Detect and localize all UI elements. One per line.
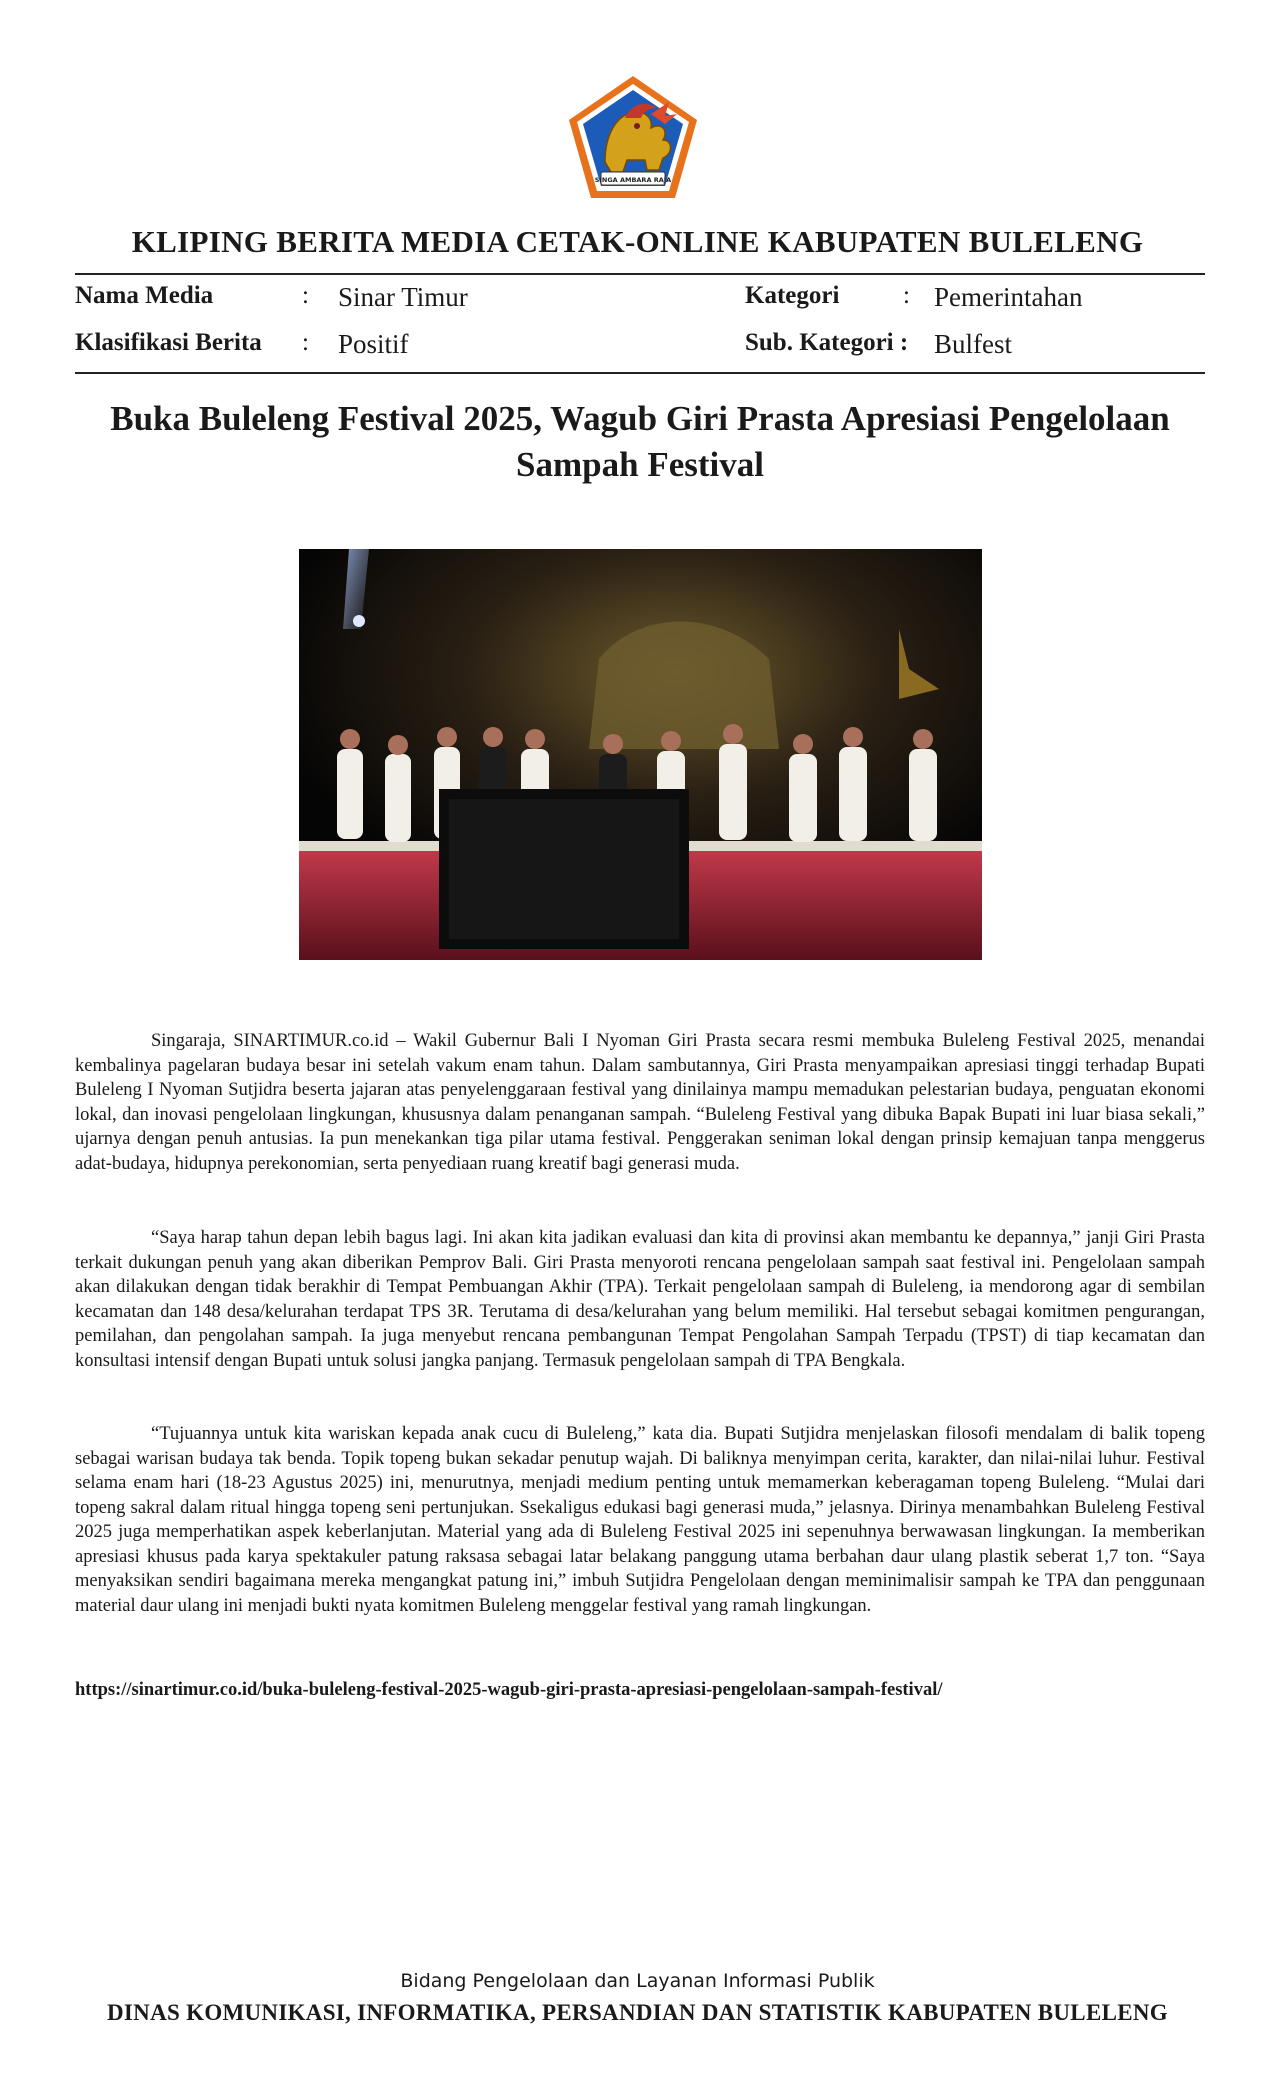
kategori-value: Pemerintahan (934, 282, 1083, 312)
festival-photo (299, 549, 982, 960)
media-value: Sinar Timur (338, 282, 468, 312)
logo-motto: SINGA AMBARA RAJA (594, 176, 672, 184)
header-rule-top (75, 273, 1205, 275)
kategori-label: Kategori (745, 282, 840, 309)
media-label: Nama Media (75, 282, 214, 309)
klasifikasi-value: Positif (338, 329, 409, 359)
subkategori-label: Sub. Kategori : (745, 329, 909, 356)
buleleng-emblem-logo (565, 74, 701, 202)
footer-agency: DINAS KOMUNIKASI, INFORMATIKA, PERSANDIAN DAN STATISTIK KABUPATEN BULELENG (107, 2000, 1168, 2025)
article-paragraph-3: “Tujuannya untuk kita wariskan kepada anak cucu di Buleleng,” kata dia. Bupati Sutjidra menjelaskan filosofi mendalam di balik topeng sebagai warisan budaya tak benda. Topik topeng bukan sekadar penutup wajah. Di baliknya menyimpan cerita, karakter, dan nilai-nilai luhur. Festival selama enam hari (18-23 Agustus 2025) ini, menurutnya, menjadi medium penting untuk memamerkan keberagaman topeng Buleleng. “Mulai dari topeng sakral dalam ritual hingga topeng seni pertunjukan. Ssekaligus edukasi bagi generasi muda,” jelasnya. Dirinya menambahkan Buleleng Festival 2025 juga memperhatikan aspek keberlanjutan. Material yang ada di Buleleng Festival 2025 ini sepenuhnya berwawasan lingkungan. Ia memberikan apresiasi khusus pada karya spektakuler patung raksasa sebagai latar belakang panggung utama berbahan daur ulang plastik seberat 1,7 ton. “Saya menyaksikan sendiri bagaimana mereka mengangkat patung ini,” imbuh Sutjidra Pengelolaan dengan meminimalisir sampah ke TPA dan penggunaan material daur ulang ini menjadi bukti nyata komitmen Buleleng menggelar festival yang ramah lingkungan. (75, 1424, 1205, 1616)
klasifikasi-colon: : (302, 329, 309, 356)
source-url-link[interactable]: https://sinartimur.co.id/buka-buleleng-festival-2025-wagub-giri-prasta-apresiasi-pengelolaan-sampah-festival/ (75, 1680, 943, 1700)
subkategori-value: Bulfest (934, 329, 1012, 359)
media-colon: : (302, 282, 309, 309)
header-title: KLIPING BERITA MEDIA CETAK-ONLINE KABUPATEN BULELENG (131, 224, 1144, 259)
header-rule-bottom (75, 372, 1205, 374)
article-paragraph-2: “Saya harap tahun depan lebih bagus lagi. Ini akan kita jadikan evaluasi dan kita di provinsi akan membantu ke depannya,” janji Giri Prasta terkait dukungan penuh yang akan diberikan Pemprov Bali. Giri Prasta menyoroti rencana pengelolaan sampah saat festival ini. Pengelolaan sampah akan dilakukan dengan tidak berakhir di Tempat Pembuangan Akhir (TPA). Terkait pengelolaan sampah di Buleleng, ia mendorong agar di sembilan kecamatan dan 148 desa/kelurahan terdapat TPS 3R. Terutama di desa/kelurahan yang belum memiliki. Hal tersebut sebagai komitmen pengurangan, pemilahan, dan pengolahan sampah. Ia juga menyebut rencana pembangunan Tempat Pengolahan Sampah Terpadu (TPST) di tiap kecamatan dan konsultasi intensif dengan Bupati untuk solusi jangka panjang. Termasuk pengelolaan sampah di TPA Bengkala. (75, 1228, 1205, 1371)
article-title: Buka Buleleng Festival 2025, Wagub Giri Prasta Apresiasi Pengelolaan Sampah Festival (110, 399, 1170, 484)
article-paragraph-1: Singaraja, SINARTIMUR.co.id – Wakil Gubernur Bali I Nyoman Giri Prasta secara resmi membuka Buleleng Festival 2025, menandai kembalinya pagelaran budaya besar ini setelah vakum enam tahun. Dalam sambutannya, Giri Prasta menyampaikan apresiasi tinggi terhadap Bupati Buleleng I Nyoman Sutjidra beserta jajaran atas penyelenggaraan festival yang dinilainya mampu memadukan pelestarian budaya, penguatan ekonomi lokal, dan inovasi pengelolaan lingkungan, khususnya dalam penanganan sampah. “Buleleng Festival yang dibuka Bapak Bupati ini luar biasa sekali,” ujarnya dengan penuh antusias. Ia pun menekankan tiga pilar utama festival. Penggerakan seniman lokal dengan prinsip kemajuan tanpa menggerus adat-budaya, hidupnya perekonomian, serta penyediaan ruang kreatif bagi generasi muda. (75, 1031, 1205, 1174)
klasifikasi-label: Klasifikasi Berita (75, 329, 262, 356)
kategori-colon: : (903, 282, 910, 309)
footer-department: Bidang Pengelolaan dan Layanan Informasi Publik (400, 1970, 875, 1992)
